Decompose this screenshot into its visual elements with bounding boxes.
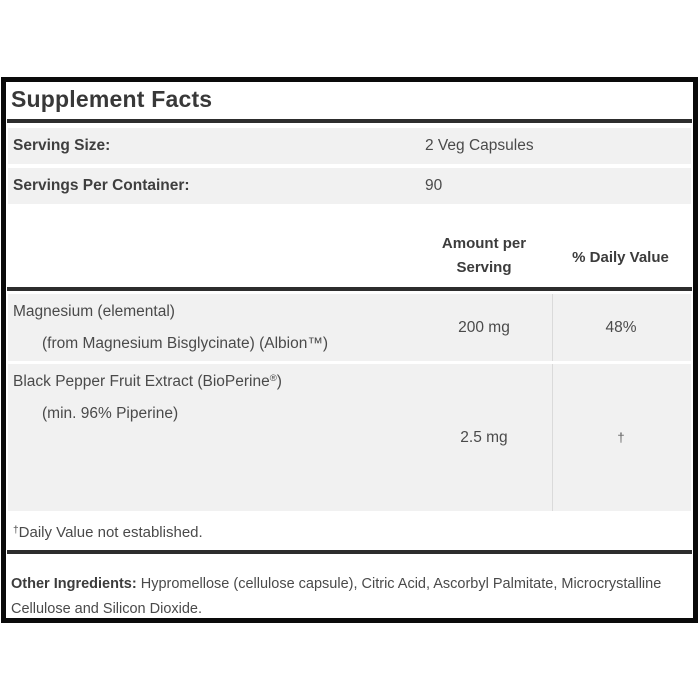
daily-value-note-text: Daily Value not established. [18,524,203,541]
amount-per-serving-header [419,232,549,280]
amount-header-line1: Amount per [441,235,527,252]
serving-size-value: 2 Veg Capsules [425,137,534,154]
daily-value-note-row [8,515,691,550]
column-divider [552,294,553,361]
servings-per-container-value: 90 [425,177,443,194]
column-headers [6,204,693,287]
amount-header-line2: Serving [456,259,512,276]
daily-value-header: % Daily Value [572,249,669,266]
header-divider [7,287,692,291]
ingredient-subname: (from Magnesium Bisglycinate) (Albion™) [42,335,328,352]
serving-size-row [8,128,691,164]
daily-value-cell: 48% [605,318,637,336]
other-ingredients-text: Hypromellose (cellulose capsule), Citric Acid, Ascorbyl Palmitate, Microcrystalline Cellulose and Silicon Dioxide. [11,576,662,617]
ingredient-name-text: Black Pepper Fruit Extract (BioPerine [13,373,270,390]
registered-trademark-symbol: ® [269,373,277,385]
ingredient-row-black-pepper [8,364,691,511]
amount-cell: 200 mg [458,318,510,336]
daily-value-cell: † [617,430,625,445]
ingredient-name-suffix: ) [276,373,282,390]
amount-cell: 2.5 mg [460,428,508,446]
ingredient-subname: (min. 96% Piperine) [42,405,179,422]
supplement-facts-label [1,77,698,623]
ingredient-name-text: Magnesium (elemental) [13,303,175,320]
servings-per-container-label: Servings Per Container: [13,177,190,194]
daily-value-note [8,524,203,541]
other-ingredients-label: Other Ingredients: [11,576,137,592]
other-ingredients [6,554,678,622]
column-divider [552,364,553,511]
title-divider [7,119,692,123]
servings-per-container-row [8,168,691,204]
label-title: Supplement Facts [11,86,213,112]
dagger-symbol: † [13,525,19,537]
ingredient-row-magnesium [8,294,691,361]
serving-size-label: Serving Size: [13,137,111,154]
